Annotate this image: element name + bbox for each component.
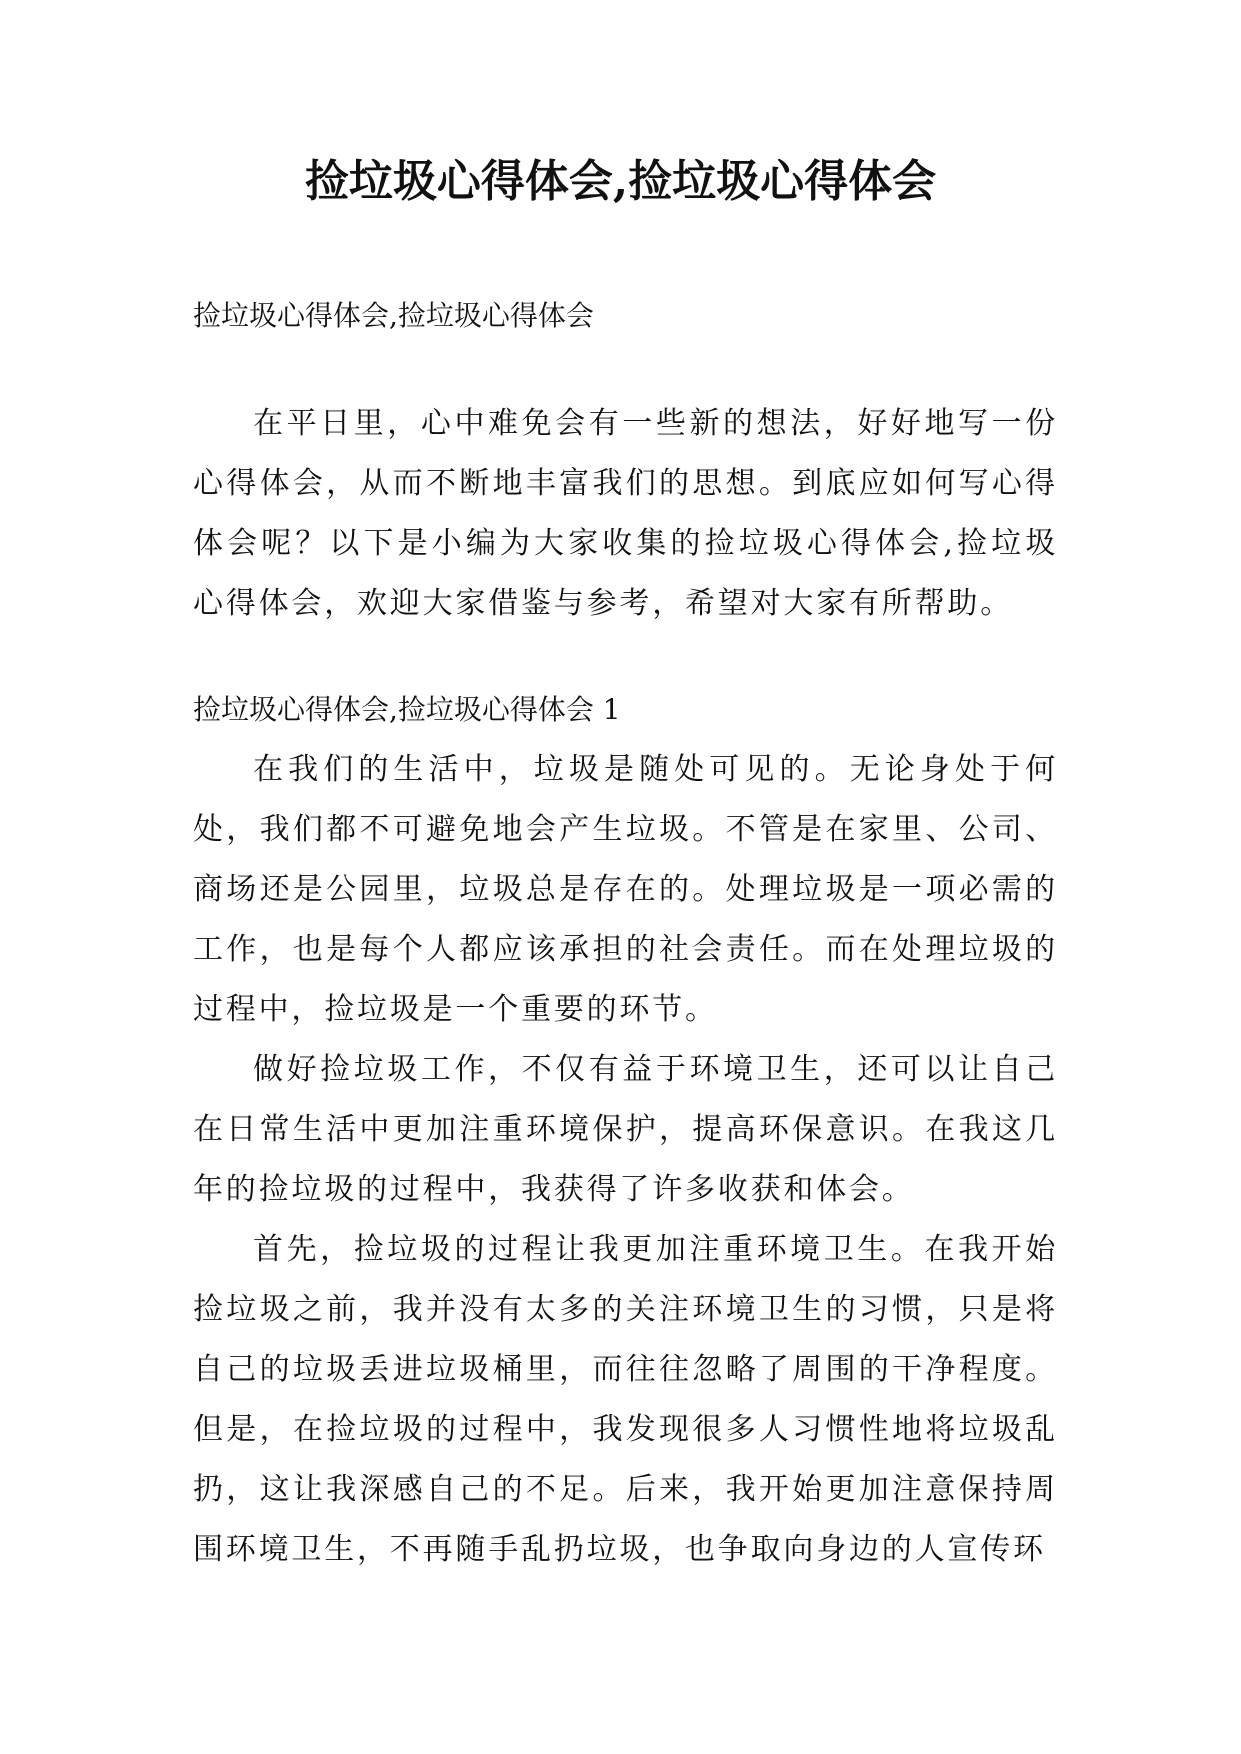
body-paragraph-3: 首先，捡垃圾的过程让我更加注重环境卫生。在我开始捡垃圾之前，我并没有太多的关注环境卫生的习惯，只是将自己的垃圾丢进垃圾桶里，而往往忽略了周围的干净程度。但是，在捡垃圾的过程中，我发现很多人习惯性地将垃圾乱扔，这让我深感自己的不足。后来，我开始更加注意保持周围环境卫生，不再随手乱扔垃圾，也争取向身边的人宣传环 <box>193 1232 1058 1567</box>
body-paragraph-2: 做好捡垃圾工作，不仅有益于环境卫生，还可以让自己在日常生活中更加注重环境保护，提高环保意识。在我这几年的捡垃圾的过程中，我获得了许多收获和体会。 <box>193 1052 1058 1207</box>
document-title: 捡垃圾心得体会,捡垃圾心得体会 <box>304 156 937 207</box>
intro-paragraph: 在平日里，心中难免会有一些新的想法，好好地写一份心得体会，从而不断地丰富我们的思想。到底应如何写心得体会呢？以下是小编为大家收集的捡垃圾心得体会,捡垃圾心得体会，欢迎大家借鉴与参考，希望对大家有所帮助。 <box>193 406 1058 621</box>
section-heading: 捡垃圾心得体会,捡垃圾心得体会 1 <box>193 693 621 726</box>
document-body <box>193 286 1058 1580</box>
document-subtitle: 捡垃圾心得体会,捡垃圾心得体会 <box>193 299 594 332</box>
body-paragraph-1: 在我们的生活中，垃圾是随处可见的。无论身处于何处，我们都不可避免地会产生垃圾。不管是在家里、公司、商场还是公园里，垃圾总是存在的。处理垃圾是一项必需的工作，也是每个人都应该承担的社会责任。而在处理垃圾的过程中，捡垃圾是一个重要的环节。 <box>193 752 1058 1027</box>
